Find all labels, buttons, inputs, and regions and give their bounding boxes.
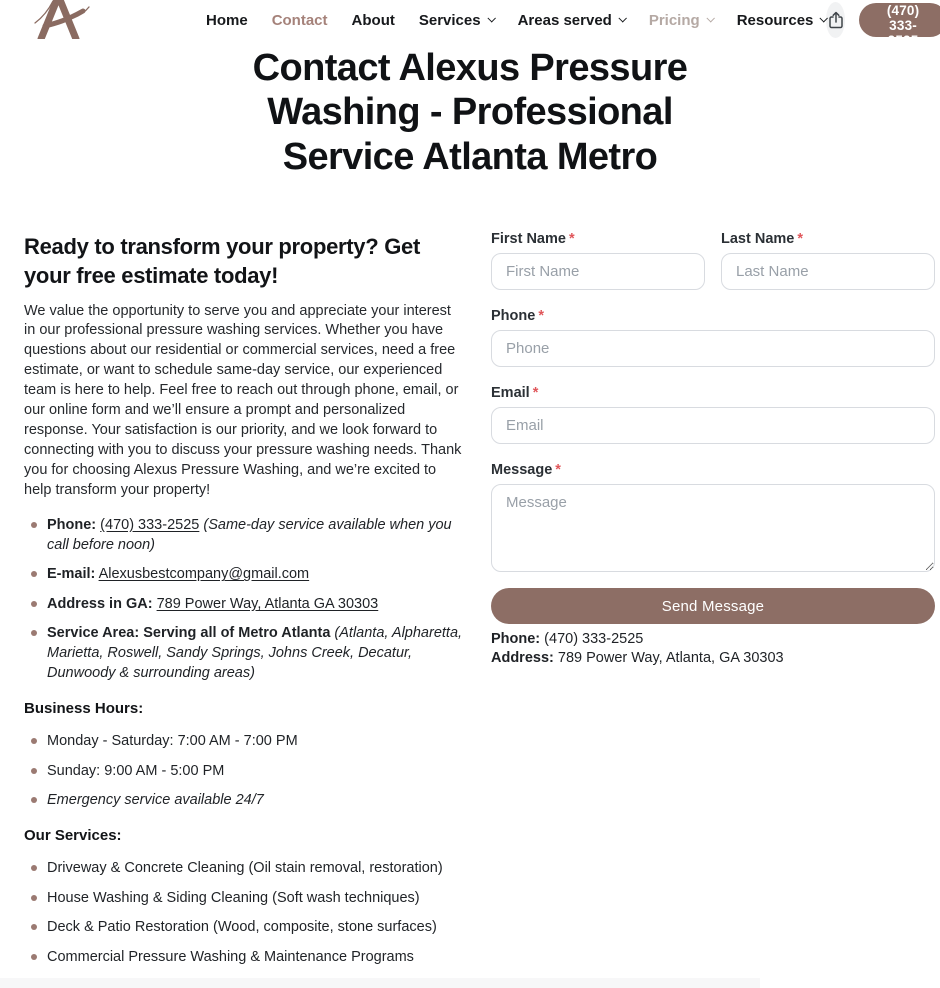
- services-heading: Our Services:: [24, 827, 122, 845]
- form-address-line: [491, 649, 935, 668]
- address-label: Address in GA:: [47, 595, 153, 612]
- message-field[interactable]: [491, 484, 935, 572]
- last-name-group: [721, 231, 935, 290]
- service-area-bold: Serving all of Metro Atlanta: [143, 625, 331, 642]
- main-nav: [94, 12, 826, 29]
- message-group: [491, 462, 935, 572]
- contact-info-list: [24, 515, 466, 684]
- share-icon: [828, 11, 844, 29]
- required-asterisk: *: [532, 385, 539, 402]
- phone-group: [491, 308, 935, 367]
- first-name-group: [491, 231, 705, 290]
- brand-logo[interactable]: [28, 0, 94, 44]
- list-item-service-area: [24, 623, 466, 683]
- logo-a-icon: [28, 0, 94, 39]
- share-button[interactable]: [826, 2, 845, 38]
- nav-item-about[interactable]: [352, 12, 395, 29]
- list-item-service-commercial: Commercial Pressure Washing & Maintenance Programs: [24, 947, 466, 967]
- list-item-service-house: House Washing & Siding Cleaning (Soft wash techniques): [24, 888, 466, 908]
- nav-label: Services: [418, 11, 481, 29]
- list-item-phone: [24, 515, 466, 555]
- list-item-email: [24, 564, 466, 584]
- nav-item-resources[interactable]: [737, 12, 827, 29]
- site-header: [0, 0, 940, 48]
- list-item-hours-sunday: Sunday: 9:00 AM - 5:00 PM: [24, 761, 466, 781]
- chevron-down-icon: [487, 14, 495, 22]
- list-item-hours-emergency: Emergency service available 24/7: [24, 790, 466, 810]
- nav-label: Home: [206, 11, 248, 29]
- main-content: [0, 221, 940, 988]
- nav-item-areas-served[interactable]: [518, 12, 625, 29]
- header-actions: [826, 2, 940, 48]
- form-address-label: Address:: [491, 650, 554, 667]
- info-column: [24, 221, 466, 988]
- required-asterisk: *: [538, 308, 544, 325]
- phone-label: Phone:: [47, 516, 97, 533]
- intro-heading: Ready to transform your property? Get your free estimate today!: [24, 234, 420, 288]
- email-link[interactable]: Alexusbestcompany@gmail.com: [98, 566, 310, 583]
- chevron-down-icon: [706, 14, 714, 22]
- email-field-label: [491, 385, 935, 401]
- send-message-button[interactable]: Send Message: [491, 588, 935, 624]
- message-field-label: [491, 462, 935, 478]
- label-text: Message: [491, 462, 553, 479]
- label-text: Email: [491, 385, 530, 402]
- page-title: Contact Alexus Pressure Washing - Professional Service Atlanta Metro: [252, 47, 688, 178]
- form-phone-value: (470) 333-2525: [544, 631, 644, 648]
- chevron-down-icon: [618, 14, 626, 22]
- form-phone-label: Phone:: [491, 631, 541, 648]
- business-hours-heading: Business Hours:: [24, 700, 144, 718]
- nav-label: Pricing: [648, 11, 700, 29]
- form-contact-info: [491, 630, 935, 668]
- address-link[interactable]: 789 Power Way, Atlanta GA 30303: [156, 595, 379, 612]
- last-name-label: [721, 231, 935, 247]
- label-text: Last Name: [721, 231, 795, 248]
- intro-paragraph: We value the opportunity to serve you and appreciate your interest in our professional pressure washing services. Whether you have questions about our residential or commercial services, need a free estimate, or want to schedule same-day service, our experienced team is here to help. Feel free to reach out through phone, email, or our online form and we’ll ensure a prompt and personalized response. Your satisfaction is our priority, and we look forward to connecting with you to discuss your pressure washing needs. Thank you for choosing Alexus Pressure Washing, and we’re excited to help transform your property!: [24, 302, 462, 498]
- list-item-service-driveway: Driveway & Concrete Cleaning (Oil stain removal, restoration): [24, 858, 466, 878]
- nav-label: Resources: [736, 11, 814, 29]
- nav-label: Areas served: [517, 11, 612, 29]
- phone-link[interactable]: (470) 333-2525: [100, 516, 200, 533]
- nav-item-contact[interactable]: [272, 12, 328, 29]
- email-group: [491, 385, 935, 444]
- phone-field[interactable]: [491, 330, 935, 367]
- nav-item-services[interactable]: [419, 12, 494, 29]
- form-address-value: 789 Power Way, Atlanta, GA 30303: [557, 650, 784, 667]
- nav-label: Contact: [271, 11, 328, 29]
- nav-item-home[interactable]: [206, 12, 248, 29]
- list-item-address: [24, 594, 466, 614]
- required-asterisk: *: [797, 231, 803, 248]
- required-asterisk: *: [568, 231, 575, 248]
- next-section-edge: [0, 978, 760, 988]
- business-hours-list: [24, 731, 466, 810]
- first-name-field[interactable]: [491, 253, 705, 290]
- list-item-hours-weekdays: Monday - Saturday: 7:00 AM - 7:00 PM: [24, 731, 466, 751]
- nav-label: About: [351, 11, 395, 29]
- phone-note: (Same-day service available when you call before noon): [47, 516, 452, 553]
- email-field[interactable]: [491, 407, 935, 444]
- first-name-label: [491, 231, 705, 247]
- label-text: Phone: [491, 308, 536, 325]
- email-label: E-mail:: [47, 566, 96, 583]
- name-row: [491, 231, 935, 308]
- header-phone-button[interactable]: (470) 333-2525: [859, 3, 940, 37]
- services-list: [24, 858, 466, 988]
- contact-form: [491, 221, 935, 668]
- last-name-field[interactable]: [721, 253, 935, 290]
- service-area-label: Service Area:: [47, 625, 140, 642]
- phone-field-label: [491, 308, 935, 324]
- label-text: First Name: [491, 231, 566, 248]
- list-item-service-deck: Deck & Patio Restoration (Wood, composite, stone surfaces): [24, 917, 466, 937]
- required-asterisk: *: [555, 462, 561, 479]
- form-phone-line: [491, 630, 935, 649]
- nav-item-pricing[interactable]: [649, 12, 713, 29]
- service-area-note: (Atlanta, Alpharetta, Marietta, Roswell, Sandy Springs, Johns Creek, Decatur, Dunwoody & surrounding areas): [47, 625, 463, 682]
